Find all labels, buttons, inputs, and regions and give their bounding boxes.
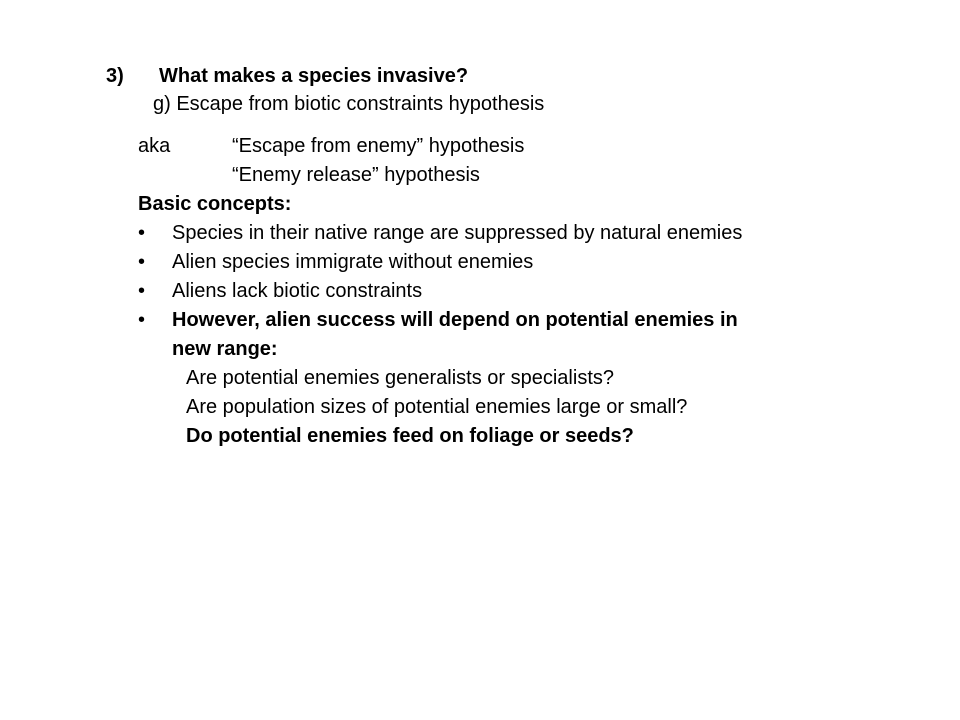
bullet-icon: • bbox=[138, 280, 146, 302]
bullet-text: However, alien success will depend on potential enemies in bbox=[172, 309, 738, 331]
bullet-icon: • bbox=[138, 309, 146, 331]
heading-number: 3) bbox=[106, 65, 124, 87]
question-generalists-specialists: Are potential enemies generalists or specialists? bbox=[186, 367, 614, 389]
bullet-text: Aliens lack biotic constraints bbox=[172, 280, 423, 302]
basic-concepts-heading: Basic concepts: bbox=[138, 193, 292, 215]
aka-term-escape-from-enemy: “Escape from enemy” hypothesis bbox=[232, 135, 525, 157]
bullet-text-continuation: new range: bbox=[172, 338, 278, 360]
question-population-sizes: Are population sizes of potential enemies large or small? bbox=[186, 396, 688, 418]
aka-label: aka bbox=[138, 135, 171, 157]
bullet-icon: • bbox=[138, 222, 146, 244]
bullet-text: Species in their native range are suppressed by natural enemies bbox=[172, 222, 743, 244]
aka-term-enemy-release: “Enemy release” hypothesis bbox=[232, 164, 480, 186]
bullet-text: Alien species immigrate without enemies bbox=[172, 251, 534, 273]
heading-title: What makes a species invasive? bbox=[159, 65, 469, 87]
sub-heading: g) Escape from biotic constraints hypothesis bbox=[153, 93, 545, 115]
bullet-icon: • bbox=[138, 251, 146, 273]
question-foliage-or-seeds: Do potential enemies feed on foliage or seeds? bbox=[186, 425, 634, 447]
